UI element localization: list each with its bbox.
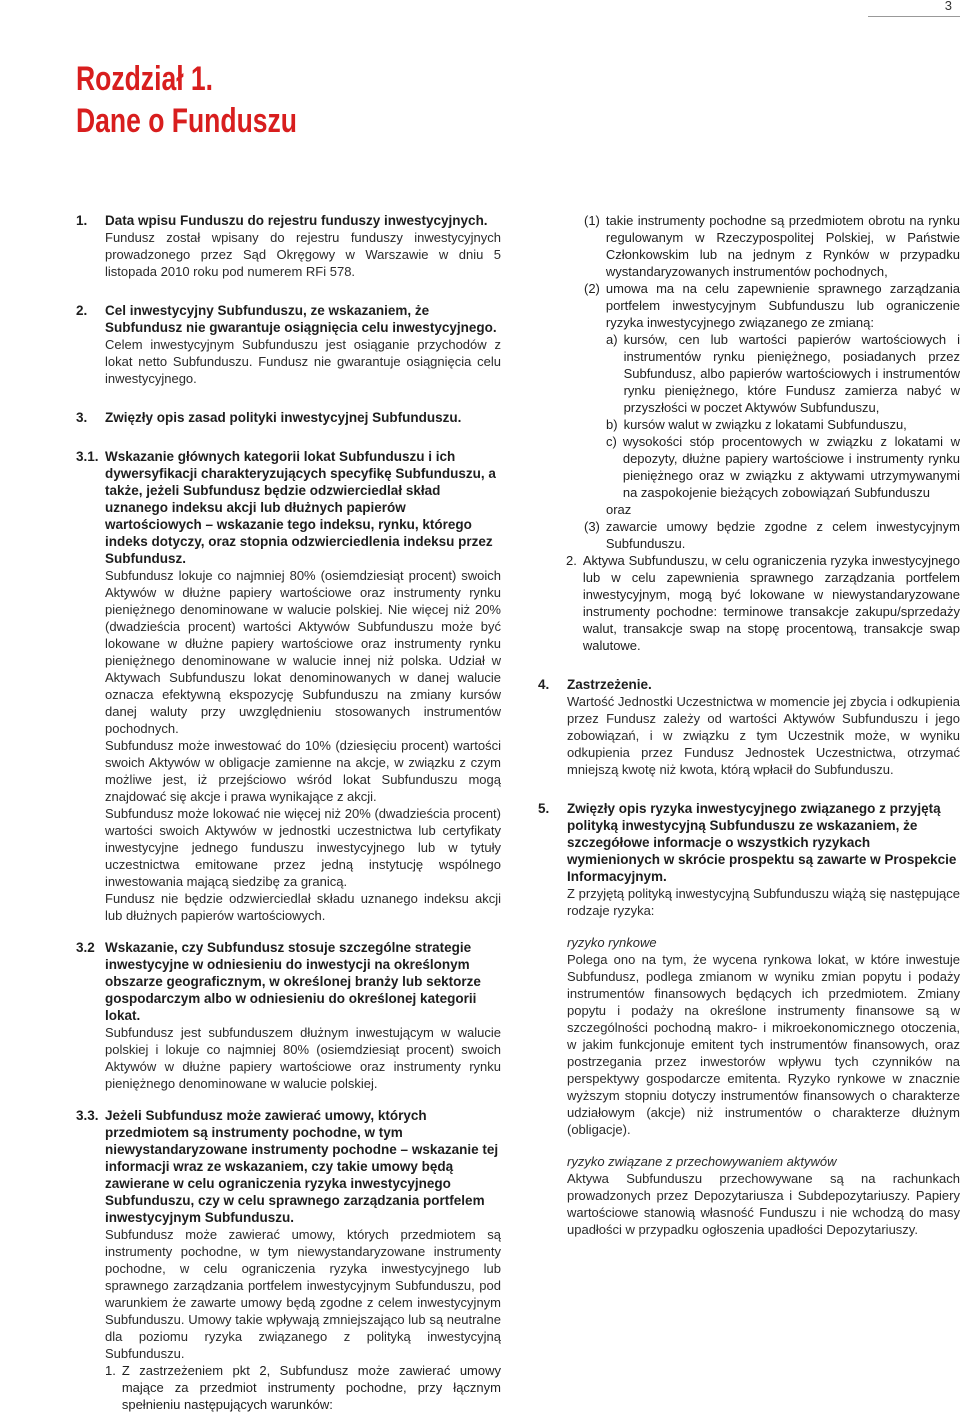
section-4-heading — [538, 676, 960, 693]
chapter-title — [76, 58, 297, 142]
risk-description: Aktywa Subfunduszu przechowywane są na rachunkach prowadzonych przez Depozytariusza i Subdepozytariuszy. Papiery wartościowe stanowią własność Funduszu i nie wchodzą do masy upadłości w przypadku ogłoszenia upadłości Depozytariuszy. — [567, 1171, 960, 1237]
page-number: 3 — [944, 0, 952, 13]
conditions-list — [538, 212, 960, 552]
section-3-3-body: Subfundusz może zawierać umowy, których przedmiotem są instrumenty pochodne, w tym niewystandaryzowane instrumenty pochodne, w celu ograniczenia ryzyka inwestycyjnego lub sprawnego zarządzania portfelem inwestycyjnym Subfunduszu, pod warunkiem że zawarte umowy będą zgodne z celem inwestycyjnym Subfunduszu. Umowy takie wpływają zmniejszająco lub są neutralne dla poziomu ryzyka związanego z polityką inwestycyjną Subfunduszu. — [105, 1227, 501, 1361]
section-3-1-heading — [76, 448, 501, 567]
list-item-text: kursów, cen lub wartości papierów wartościowych i instrumentów rynku pieniężnego, posiadanych przez Subfundusz, albo papierów wartościowych i instrumentów rynku pieniężnego, które Fundusz zamierza nabyć w przyszłości w poczet Aktywów Subfunduszu, — [623, 332, 960, 415]
section-title: Zwięzły opis zasad polityki inwestycyjnej Subfunduszu. — [105, 410, 462, 425]
risk-description: Polega ono na tym, że wycena rynkowa lokat, w które inwestuje Subfundusz, podlega zmianom w wyniku zmian popytu i podaży instrumentów finansowych będących ich przedmiotem. Zmiany popytu i podaży na określone instrumenty finansowe są w szczególności pochodną makro- i mikroekonomicznego otoczenia, w jakim funkcjonuje emitent tych instrumentów finansowych, oraz postrzegania przez inwestorów wpływu tych czynników na perspektywy gospodarcze emitenta. Ryzyko rynkowe w znacznie wyższym stopniu dotyczy instrumentów finansowych o charakterze udziałowym (akcje) niż instrumentów o charakterze dłużnym (obligacje). — [567, 952, 960, 1137]
section-1-heading — [76, 212, 501, 229]
section-title: Data wpisu Funduszu do rejestru funduszy inwestycyjnych. — [105, 213, 488, 228]
section-3-1-body — [76, 567, 501, 924]
paragraph: Subfundusz lokuje co najmniej 80% (osiemdziesiąt procent) swoich Aktywów w dłużne papiery wartościowe oraz instrumenty rynku pieniężnego denominowane w walucie polskiej. Nie więcej niż 20% (dwadzieścia procent) wartości Aktywów Subfunduszu może być lokowane w dłużne papiery wartościowe oraz instrumenty rynku pieniężnego denominowane w walucie innej niż polska. Udział w Aktywach Subfunduszu lokat denominowanych w danej walucie oznacza efektywną ekspozycję Subfunduszu na zmiany kursów danej waluty przy uwzględnieniu stosowanych instrumentów pochodnych. — [105, 568, 501, 736]
section-number: 3.1. — [76, 449, 99, 464]
list-item-number: (1) — [584, 213, 600, 228]
right-column — [538, 212, 960, 1238]
section-3-heading — [76, 409, 501, 426]
list-item-text: Z zastrzeżeniem pkt 2, Subfundusz może zawierać umowy mające za przedmiot instrumenty pochodne, przy łącznym spełnieniu następujących warunków: — [121, 1363, 501, 1412]
left-column — [76, 212, 501, 1413]
list-item — [584, 212, 960, 280]
section-1-body: Fundusz został wpisany do rejestru funduszy inwestycyjnych prowadzonego przez Sąd Okręgowy w Warszawie w dniu 5 listopada 2010 roku pod numerem RFi 578. — [105, 230, 501, 279]
list-item-letter: c) — [606, 434, 617, 449]
section-number: 4. — [538, 677, 550, 692]
section-2-body: Celem inwestycyjnym Subfunduszu jest osiąganie przychodów z lokat netto Subfunduszu. Fundusz nie gwarantuje osiągnięcia celu inwestycyjnego. — [105, 337, 501, 386]
list-item — [606, 433, 960, 501]
list-item-number: (2) — [584, 281, 600, 296]
list-item-text: Aktywa Subfunduszu, w celu ograniczenia ryzyka inwestycyjnego lub w celu zapewnienia sprawnego zarządzania portfelem inwestycyjnym, mogą być lokowane w niewystandaryzowane instrumenty pochodne: terminowe transakcje zakupu/sprzedaży walut, transakcje swap na stopę procentową, transakcje swap walutowe. — [582, 553, 960, 653]
list-item — [606, 416, 960, 433]
connector-word: oraz — [606, 502, 632, 517]
section-number: 1. — [76, 213, 88, 228]
section-title: Wskazanie, czy Subfundusz stosuje szczególne strategie inwestycyjne w odniesieniu do inwestycji na określonym obszarze geograficznym, w określonej branży lub sektorze gospodarczym albo w odniesieniu do określonej kategorii lokat. — [105, 940, 481, 1023]
chapter-title-line-1: Rozdział 1. — [76, 60, 214, 98]
paragraph: Subfundusz może inwestować do 10% (dziesięciu procent) wartości swoich Aktywów w obligacje zamienne na akcje, w związku z czym możliwe jest, iż przejściowo wśród lokat Subfunduszu mogą znajdować się akcje i prawa wynikające z akcji. — [105, 738, 501, 804]
section-3-2-body: Subfundusz jest subfunduszem dłużnym inwestującym w walucie polskiej i lokuje co najmniej 80% (osiemdziesiąt procent) swoich Aktywów w dłużne papiery wartościowe oraz instrumenty rynku pieniężnego denominowane w walucie polskiej. — [105, 1025, 501, 1091]
list-item — [606, 331, 960, 416]
list-item-text: umowa ma na celu zapewnienie sprawnego zarządzania portfelem inwestycyjnym Subfunduszu lub ograniczenie ryzyka inwestycyjnego związanego ze zmianą: — [605, 281, 960, 330]
section-5-heading — [538, 800, 960, 885]
list-item-number: (3) — [584, 519, 600, 534]
section-number: 3.3. — [76, 1108, 99, 1123]
list-item — [105, 1362, 501, 1413]
list-item-text: zawarcie umowy będzie zgodne z celem inwestycyjnym Subfunduszu. — [605, 519, 960, 551]
section-3-3-heading — [76, 1107, 501, 1226]
list-item-letter: b) — [606, 417, 618, 432]
list-item — [584, 518, 960, 552]
page-rule — [868, 16, 960, 17]
section-number: 2. — [76, 303, 88, 318]
list-item — [538, 552, 960, 654]
section-2-heading — [76, 302, 501, 336]
list-item-text: takie instrumenty pochodne są przedmiotem obrotu na rynku regulowanym w Rzeczypospolitej Polskiej, w Państwie Członkowskim lub na jednym z Rynków w przypadku wystandaryzowanych instrumentów pochodnych, — [605, 213, 960, 279]
sub-list — [584, 331, 960, 501]
section-title: Cel inwestycyjny Subfunduszu, ze wskazaniem, że Subfundusz nie gwarantuje osiągnięcia celu inwestycyjnego. — [105, 303, 497, 335]
section-5-intro: Z przyjętą polityką inwestycyjną Subfunduszu wiążą się następujące rodzaje ryzyka: — [567, 886, 960, 918]
section-title: Zastrzeżenie. — [567, 677, 652, 692]
risk-title: ryzyko związane z przechowywaniem aktywów — [567, 1154, 837, 1169]
list-item — [584, 280, 960, 331]
list-item-letter: a) — [606, 332, 618, 347]
section-3-3-list — [76, 1362, 501, 1413]
section-4-body: Wartość Jednostki Uczestnictwa w momencie jej zbycia i odkupienia przez Fundusz zależy od wartości Aktywów Subfunduszu i jego zobowiązań, i w związku z tym Uczestnik może, w wyniku odkupienia przez Fundusz Jednostek Uczestnictwa, otrzymać mniejszą kwotę niż kwota, którą wpłacił do Subfunduszu. — [567, 694, 960, 777]
section-number: 3.2 — [76, 940, 95, 955]
section-title: Zwięzły opis ryzyka inwestycyjnego związanego z przyjętą polityką inwestycyjną Subfunduszu ze wskazaniem, że szczegółowe informacje o wszystkich ryzykach wymienionych w skrócie prospektu są zawarte w Prospekcie Informacyjnym. — [567, 801, 957, 884]
chapter-title-line-2: Dane o Funduszu — [76, 102, 297, 140]
section-title: Wskazanie głównych kategorii lokat Subfunduszu i ich dywersyfikacji charakteryzujących specyfikę Subfunduszu, a także, jeżeli Subfundusz będzie odzwierciedlał skład uznanego indeksu akcji lub dłużnych papierów wartościowych – wskazanie tego indeksu, rynku, którego indeks dotyczy, oraz stopnia odzwierciedlenia indeksu przez Subfundusz. — [105, 449, 496, 566]
section-number: 3. — [76, 410, 88, 425]
list-item-text: wysokości stóp procentowych w związku z lokatami w depozyty, dłużne papiery wartościowe i instrumenty rynku pieniężnego oraz w związku z aktywami utrzymywanymi na zaspokojenie bieżących zobowiązań Subfunduszu — [622, 434, 960, 500]
list-item-number: 2. — [566, 553, 577, 568]
section-3-2-heading — [76, 939, 501, 1024]
risk-title: ryzyko rynkowe — [567, 935, 657, 950]
paragraph: Fundusz nie będzie odzwierciedlał składu uznanego indeksu akcji lub dłużnych papierów wartościowych. — [105, 891, 501, 923]
list-item-text: kursów walut w związku z lokatami Subfunduszu, — [623, 417, 907, 432]
section-title: Jeżeli Subfundusz może zawierać umowy, których przedmiotem są instrumenty pochodne, w tym niewystandaryzowane instrumenty pochodne – wskazanie tej informacji wraz ze wskazaniem, czy takie umowy będą zawierane w celu ograniczenia ryzyka inwestycyjnego Subfunduszu, czy w celu sprawnego zarządzania portfelem inwestycyjnym Subfunduszu. — [105, 1108, 499, 1225]
section-number: 5. — [538, 801, 550, 816]
paragraph: Subfundusz może lokować nie więcej niż 20% (dwadzieścia procent) wartości swoich Aktywów w jednostki uczestnictwa lub certyfikaty inwestycyjne jednego funduszu inwestycyjnego lub w tytuły uczestnictwa emitowane przez jedną instytucję wspólnego inwestowania mającą siedzibę za granicą. — [105, 806, 501, 889]
list-item-number: 1. — [105, 1363, 116, 1378]
